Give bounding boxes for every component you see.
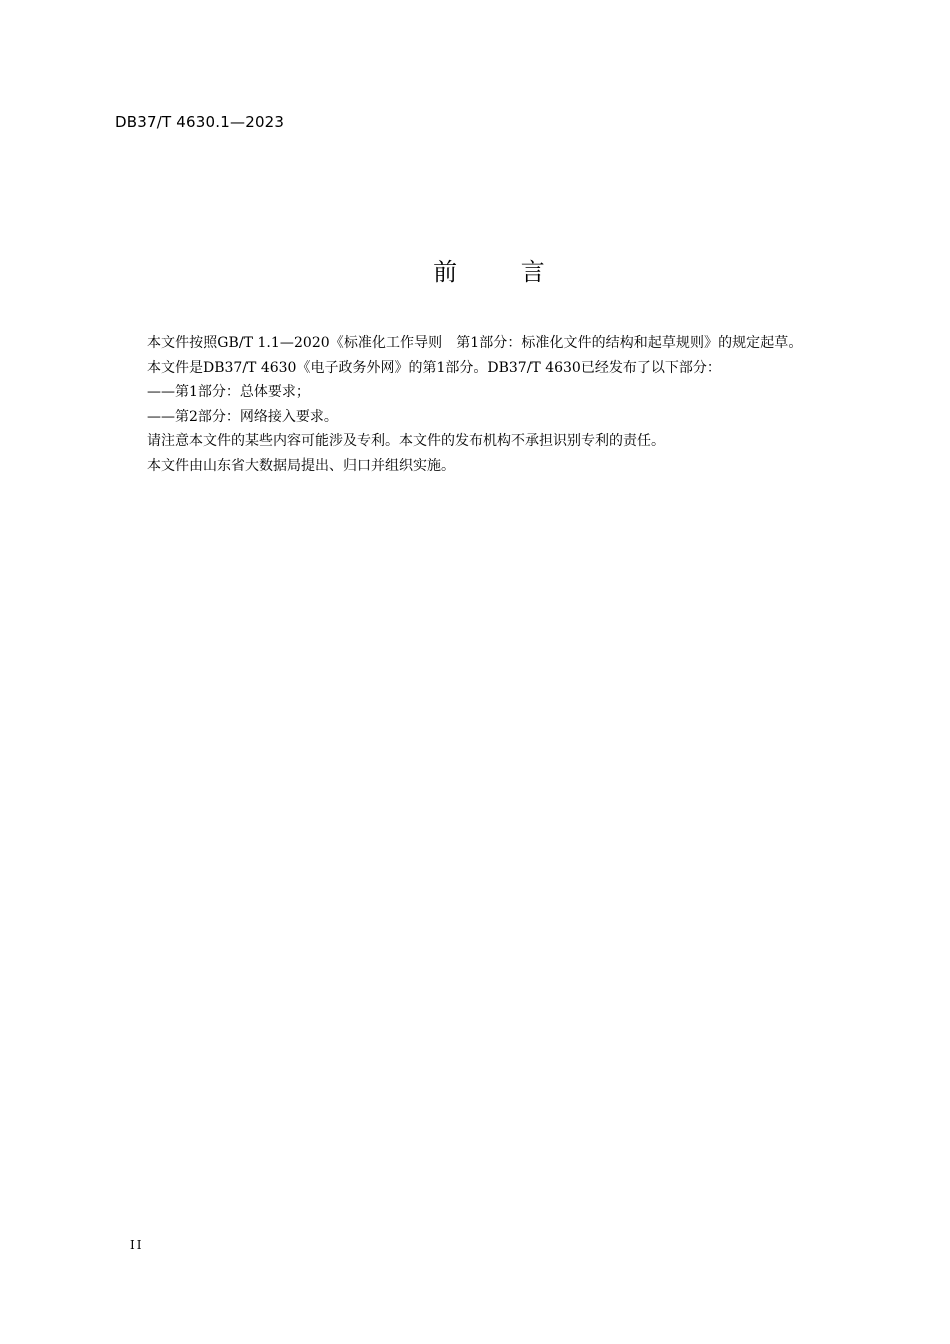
- paragraph-patent-notice: 请注意本文件的某些内容可能涉及专利。本文件的发布机构不承担识别专利的责任。: [147, 433, 665, 449]
- page-number: II: [130, 1238, 144, 1252]
- page-title: 前 言: [433, 258, 573, 286]
- list-item-part-1: ——第1部分：总体要求；: [147, 384, 310, 400]
- document-code: DB37/T 4630.1—2023: [115, 113, 285, 131]
- list-item-part-2: ——第2部分：网络接入要求。: [147, 408, 338, 425]
- paragraph-drafting-rules: 本文件按照GB/T 1.1—2020《标准化工作导则 第1部分：标准化文件的结构和起草规则》的规定起草。: [147, 335, 803, 351]
- paragraph-series-info: 本文件是DB37/T 4630《电子政务外网》的第1部分。DB37/T 4630已经发布了以下部分：: [147, 359, 721, 376]
- foreword-body: [115, 331, 861, 478]
- paragraph-proposer: 本文件由山东省大数据局提出、归口并组织实施。: [147, 457, 455, 474]
